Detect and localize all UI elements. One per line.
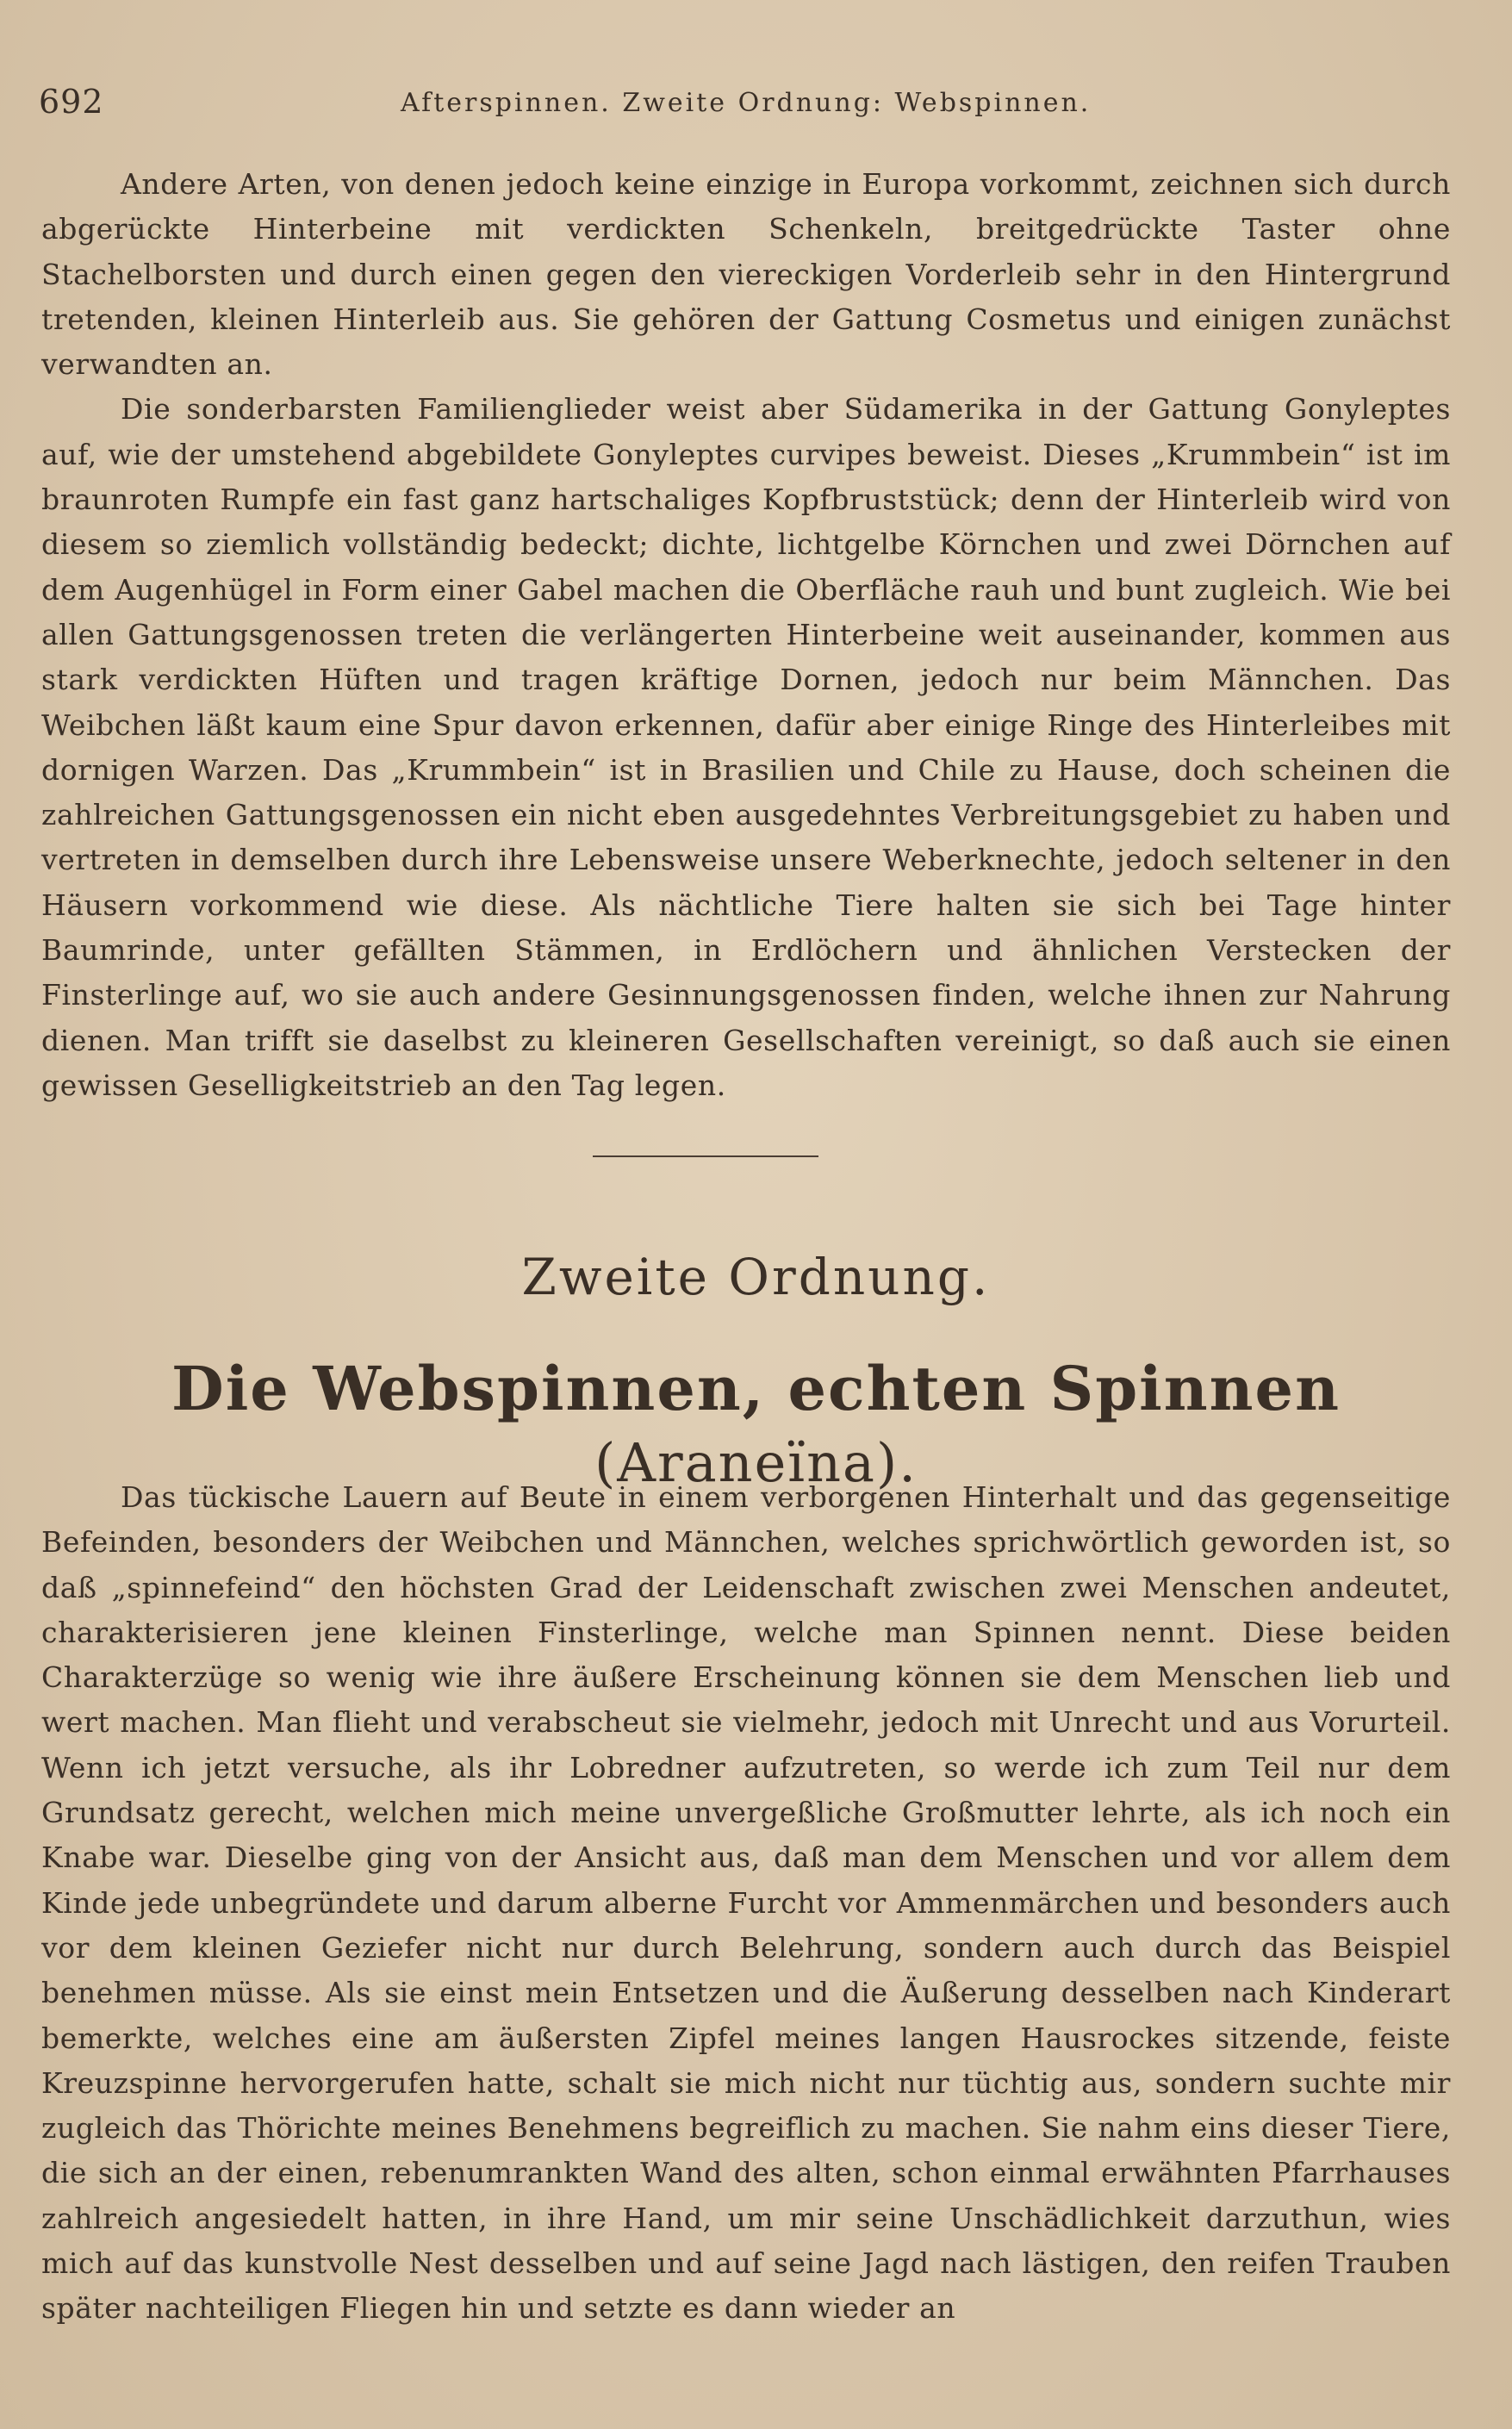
- order-heading: Zweite Ordnung.: [521, 1248, 991, 1306]
- bottom-text-block: [41, 1475, 1451, 2332]
- chapter-title-german: Die Webspinnen, echten Spinnen: [171, 1353, 1341, 1424]
- paragraph-spinnen-intro: Das tückische Lauern auf Beute in einem verborgenen Hinterhalt und das gegenseitige Befeinden, besonders der Weibchen und Männchen, welches sprichwörtlich geworden ist, so daß „spinnefeind“ den höchsten Grad der Leidenschaft zwischen zwei Menschen andeutet, charakterisieren jene kleinen Finsterlinge, welche man Spinnen nennt. Diese beiden Charakterzüge so wenig wie ihre äußere Erscheinung können sie dem Menschen lieb und wert machen. Man flieht und verabscheut sie vielmehr, jedoch mit Unrecht und aus Vorurteil. Wenn ich jetzt versuche, als ihr Lobredner aufzutreten, so werde ich zum Teil nur dem Grundsatz gerecht, welchen mich meine unvergeßliche Großmutter lehrte, als ich noch ein Knabe war. Dieselbe ging von der Ansicht aus, daß man dem Menschen und vor allem dem Kinde jede unbegründete und darum alberne Furcht vor Ammenmärchen und besonders auch vor dem kleinen Geziefer nicht nur durch Belehrung, sondern auch durch das Beispiel benehmen müsse. Als sie einst mein Entsetzen und die Äußerung desselben nach Kinderart bemerkte, welches eine am äußersten Zipfel meines langen Hausrockes sitzende, feiste Kreuzspinne hervorgerufen hatte, schalt sie mich nicht nur tüchtig aus, sondern suchte mir zugleich das Thörichte meines Benehmens begreiflich zu machen. Sie nahm eins dieser Tiere, die sich an der einen, rebenumrankten Wand des alten, schon einmal erwähnten Pfarrhauses zahlreich angesiedelt hatten, in ihre Hand, um mir seine Unschädlichkeit darzuthun, wies mich auf das kunstvolle Nest desselben und auf seine Jagd nach lästigen, den reifen Trauben später nachteiligen Fliegen hin und setzte es dann wieder an: [41, 1480, 1451, 2326]
- top-text-block: [41, 162, 1451, 1108]
- page-header: [39, 83, 1452, 134]
- running-head: Afterspinnen. Zweite Ordnung: Webspinnen.: [401, 88, 1092, 118]
- section-divider: [593, 1155, 818, 1157]
- paragraph-gonyleptes: Die sonderbarsten Familienglieder weist aber Südamerika in der Gattung Gonyleptes auf, wie der umstehend abgebildete Gonyleptes curvipes beweist. Dieses „Krummbein“ ist im braunroten Rumpfe ein fast ganz hartschaliges Kopfbruststück; denn der Hinterleib wird von diesem so ziemlich vollständig bedeckt; dichte, lichtgelbe Körnchen und zwei Dörnchen auf dem Augenhügel in Form einer Gabel machen die Oberfläche rauh und bunt zugleich. Wie bei allen Gattungsgenossen treten die verlängerten Hinterbeine weit auseinander, kommen aus stark verdickten Hüften und tragen kräftige Dornen, jedoch nur beim Männchen. Das Weibchen läßt kaum eine Spur davon erkennen, dafür aber einige Ringe des Hinterleibes mit dornigen Warzen. Das „Krummbein“ ist in Brasilien und Chile zu Hause, doch scheinen die zahlreichen Gattungsgenossen ein nicht eben ausgedehntes Verbreitungsgebiet zu haben und vertreten in demselben durch ihre Lebensweise unsere Weberknechte, jedoch seltener in den Häusern vorkommend wie diese. Als nächtliche Tiere halten sie sich bei Tage hinter Baumrinde, unter gefällten Stämmen, in Erdlöchern und ähnlichen Verstecken der Finsterlinge auf, wo sie auch andere Gesinnungsgenossen finden, welche ihnen zur Nahrung dienen. Man trifft sie daselbst zu kleineren Gesellschaften vereinigt, so daß auch sie einen gewissen Geselligkeitstrieb an den Tag legen.: [41, 392, 1451, 1102]
- page-number: 692: [39, 83, 104, 121]
- paragraph-cosmetus: Andere Arten, von denen jedoch keine einzige in Europa vorkommt, zeichnen sich durch abgerückte Hinterbeine mit verdickten Schenkeln, breitgedrückte Taster ohne Stachelborsten und durch einen gegen den viereckigen Vorderleib sehr in den Hintergrund tretenden, kleinen Hinterleib aus. Sie gehören der Gattung Cosmetus und einigen zunächst verwandten an.: [41, 167, 1451, 382]
- chapter-title-latin: (Araneïna).: [594, 1431, 918, 1494]
